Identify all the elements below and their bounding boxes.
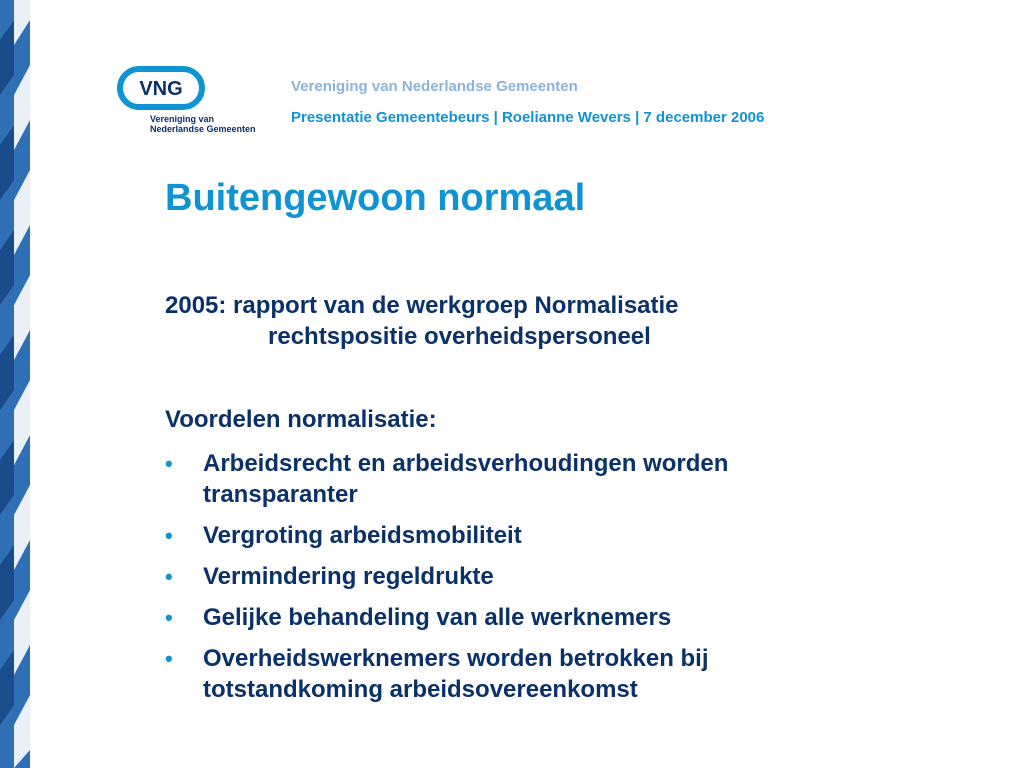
list-item [165, 448, 885, 510]
bullet-icon: • [165, 564, 173, 589]
bullet-icon: • [165, 523, 173, 548]
list-item [165, 520, 885, 551]
list-item [165, 602, 885, 633]
intro-line-2: rechtspositie overheidspersoneel [268, 323, 651, 350]
slide-title: Buitengewoon normaal [165, 177, 586, 219]
intro-paragraph [165, 290, 865, 352]
intro-line-1: 2005: rapport van de werkgroep Normalisatie [165, 292, 679, 319]
benefit-text: Arbeidsrecht en arbeidsverhoudingen worden transparanter [203, 450, 729, 508]
decorative-side-stripe [0, 0, 30, 768]
benefit-text: Overheidswerknemers worden betrokken bij totstandkoming arbeidsovereenkomst [203, 645, 709, 703]
organization-name: Vereniging van Nederlandse Gemeenten [291, 78, 578, 95]
vng-logo-mark [117, 66, 205, 110]
benefits-heading: Voordelen normalisatie: [165, 406, 437, 433]
vng-logo-caption [150, 114, 256, 134]
bullet-icon: • [165, 451, 173, 476]
vng-logo [117, 66, 257, 138]
logo-caption-line1: Vereniging van [150, 114, 215, 124]
list-item [165, 643, 885, 705]
benefit-text: Vergroting arbeidsmobiliteit [203, 522, 522, 549]
benefit-list [165, 448, 885, 715]
list-item [165, 561, 885, 592]
presentation-info: Presentatie Gemeentebeurs | Roelianne Wevers | 7 december 2006 [291, 109, 765, 126]
logo-caption-line2: Nederlandse Gemeenten [150, 124, 256, 134]
vng-logo-letters: VNG [139, 78, 183, 100]
bullet-icon: • [165, 605, 173, 630]
benefit-text: Gelijke behandeling van alle werknemers [203, 604, 672, 631]
benefit-text: Vermindering regeldrukte [203, 563, 494, 590]
bullet-icon: • [165, 646, 173, 671]
